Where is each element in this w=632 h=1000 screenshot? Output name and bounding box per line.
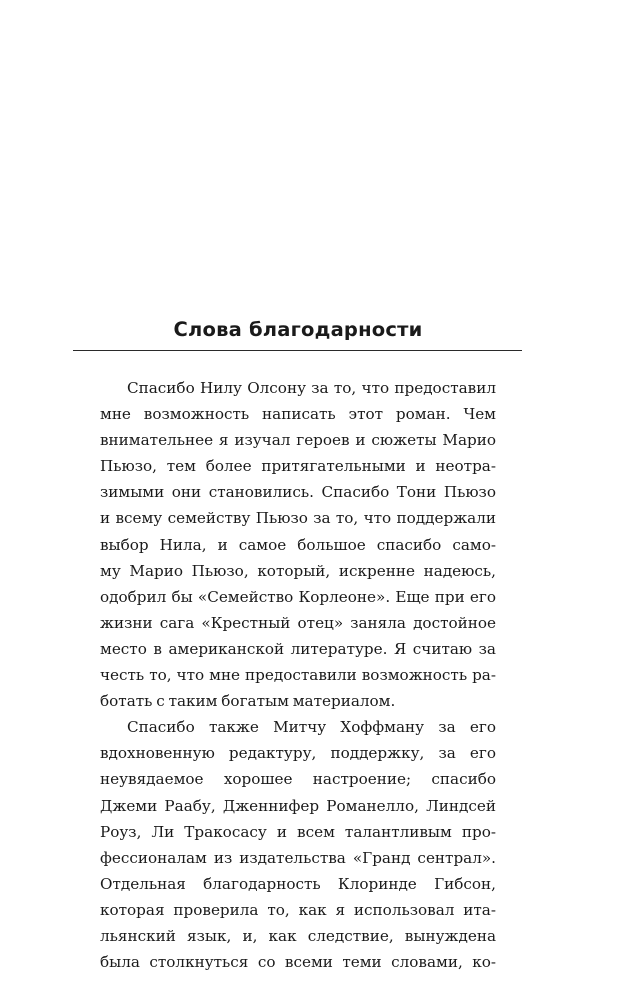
text-line: которая проверила то, как я использовал ита- bbox=[100, 900, 496, 919]
text-line: льянский язык, и, как следствие, вынуждена bbox=[100, 926, 496, 945]
text-line: одобрил бы «Семейство Корлеоне». Еще при его bbox=[100, 587, 496, 606]
text-line: и всему семейству Пьюзо за то, что поддержали bbox=[100, 509, 496, 528]
text-line: Джеми Раабу, Дженнифер Романелло, Линдсей bbox=[100, 796, 496, 815]
body-text bbox=[100, 375, 496, 975]
text-line: жизни сага «Крестный отец» заняла достойное bbox=[100, 613, 496, 632]
text-line: мне возможность написать этот роман. Чем bbox=[100, 405, 496, 424]
text-line: Спасибо также Митчу Хоффману за его bbox=[127, 718, 496, 737]
heading-rule bbox=[73, 350, 522, 351]
text-line: Спасибо Нилу Олсону за то, что предоставил bbox=[127, 379, 496, 397]
text-line: вдохновенную редактуру, поддержку, за его bbox=[100, 744, 496, 763]
section-heading: Слова благодарности bbox=[173, 318, 423, 341]
text-line: ботать с таким богатым материалом. bbox=[100, 692, 396, 711]
text-line: честь то, что мне предоставили возможность ра- bbox=[100, 666, 496, 685]
text-line: была столкнуться со всеми теми словами, ко- bbox=[100, 953, 496, 972]
text-line: зимыми они становились. Спасибо Тони Пьюзо bbox=[100, 483, 496, 502]
text-line: Пьюзо, тем более притягательными и неотра- bbox=[100, 457, 496, 476]
text-line: неувядаемое хорошее настроение; спасибо bbox=[100, 770, 496, 789]
text-line: му Марио Пьюзо, который, искренне надеюсь, bbox=[100, 561, 496, 580]
text-line: место в американской литературе. Я считаю за bbox=[100, 639, 496, 658]
text-line: Отдельная благодарность Клоринде Гибсон, bbox=[100, 874, 496, 893]
text-line: внимательнее я изучал героев и сюжеты Марио bbox=[100, 431, 496, 450]
text-line: выбор Нила, и самое большое спасибо само- bbox=[100, 535, 496, 554]
text-line: фессионалам из издательства «Гранд сентрал». bbox=[100, 848, 496, 867]
text-line: Роуз, Ли Тракосасу и всем талантливым про- bbox=[100, 822, 496, 841]
